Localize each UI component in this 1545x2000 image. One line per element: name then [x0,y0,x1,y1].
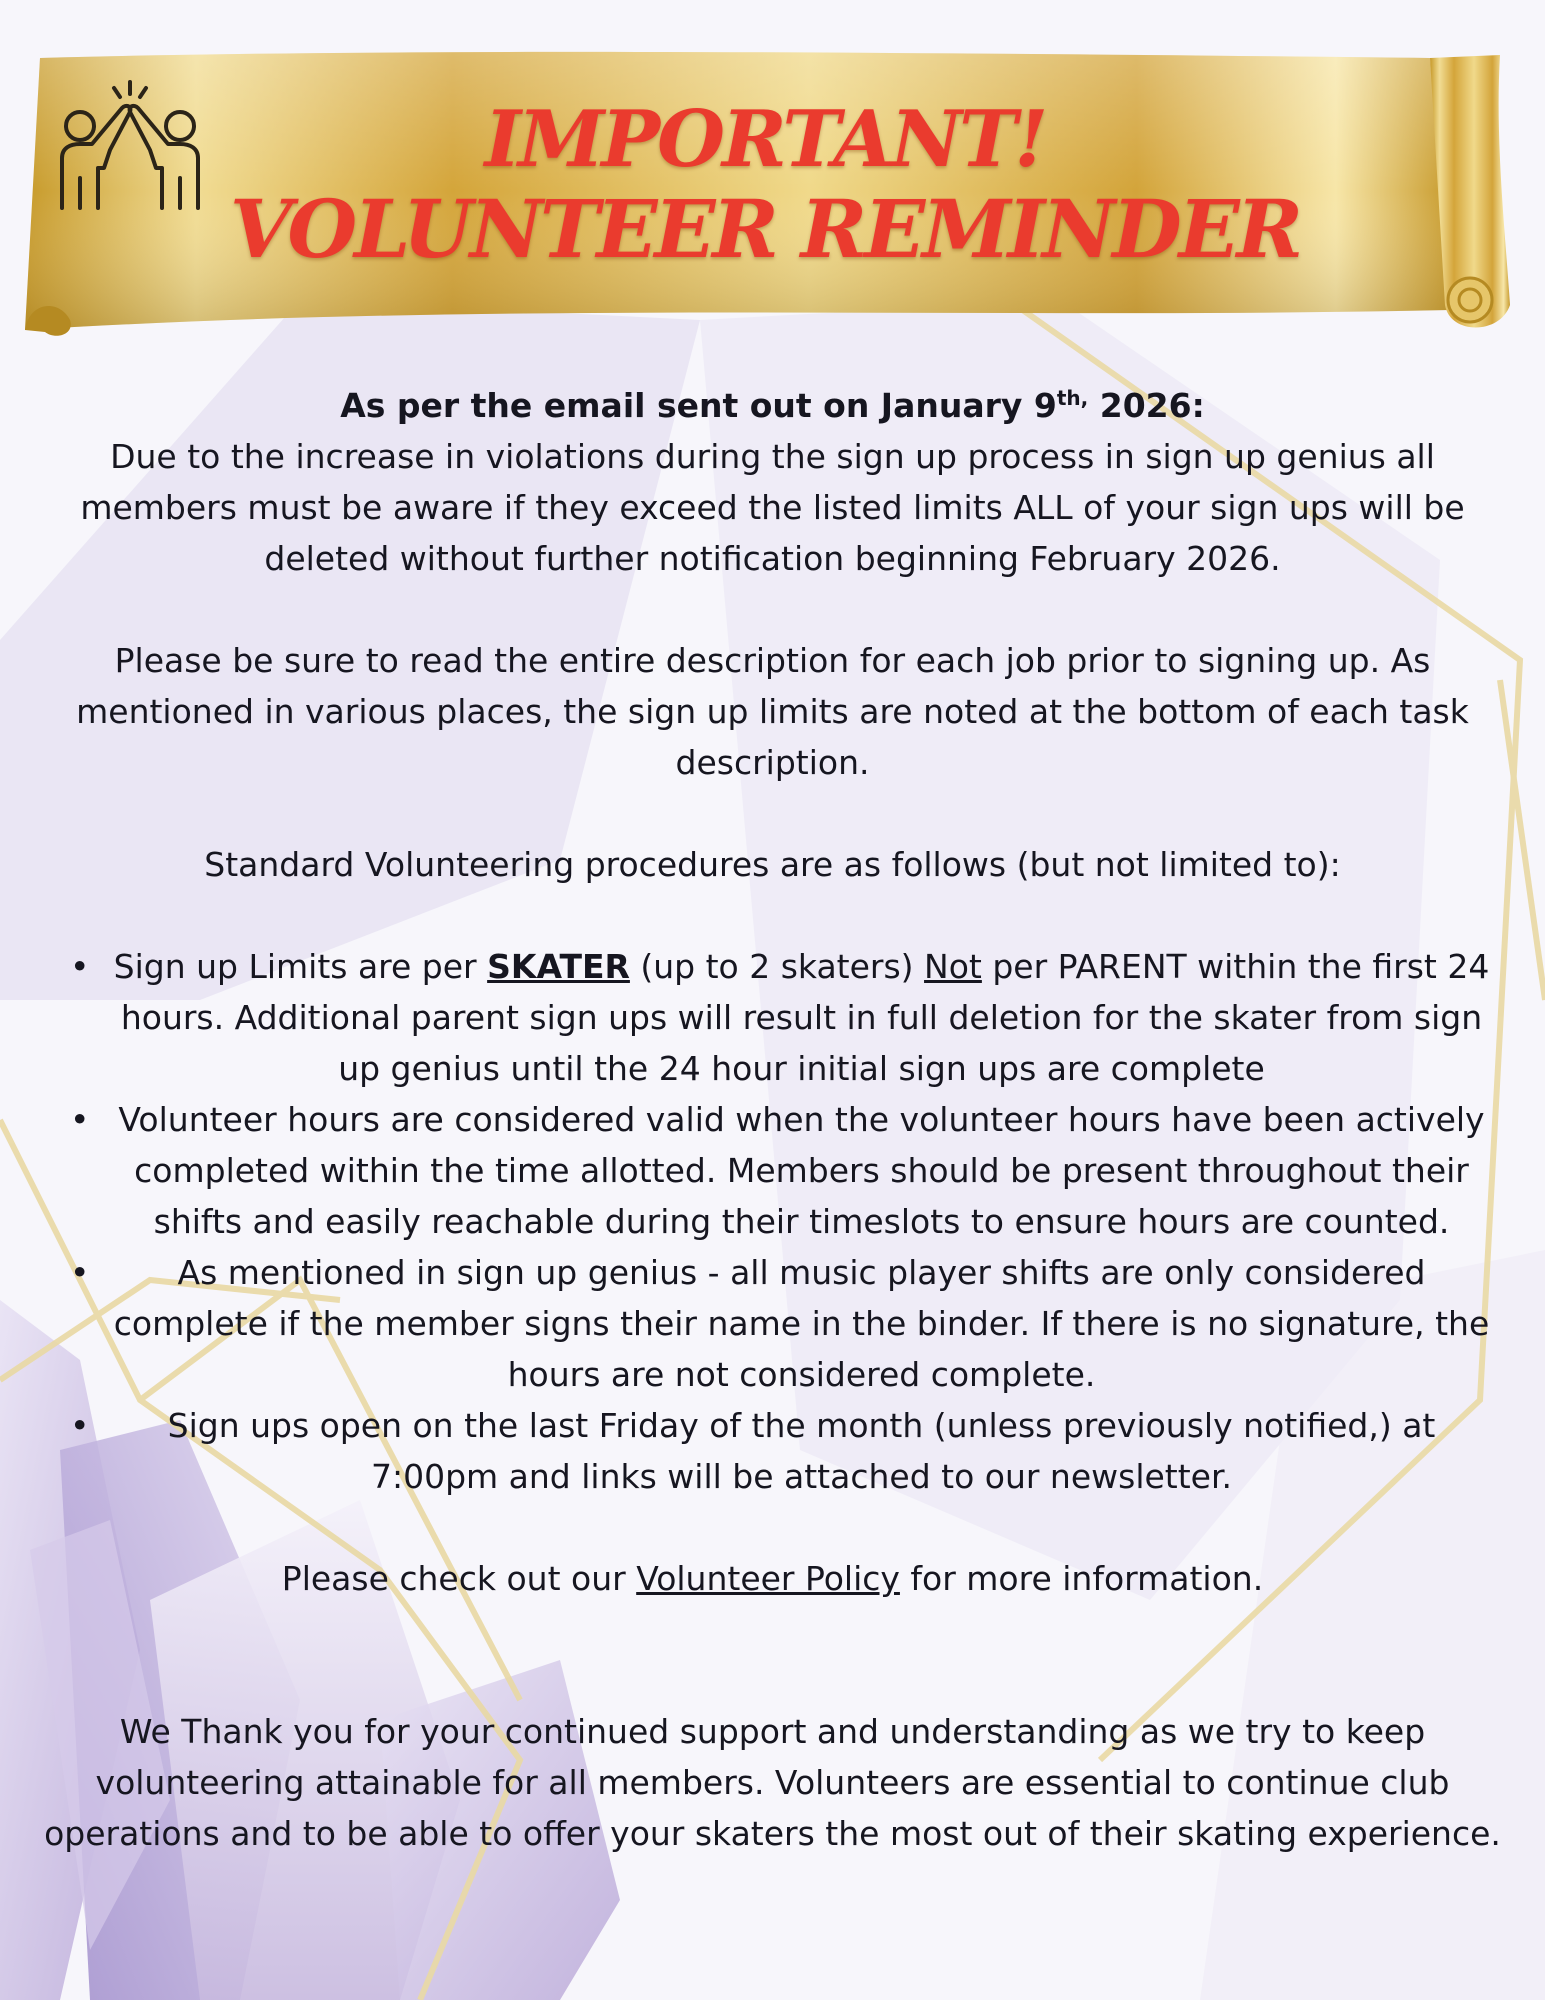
intro-heading [40,380,1505,431]
thanks-message: We Thank you for your continued support and understanding as we try to keep volunteering attainable for all members. Volunteers are essential to continue club operations and to be able to offer your skaters the most out of their skating experience. [44,1712,1501,1853]
reminder-content [40,380,1505,1859]
skater-emphasis: SKATER [487,947,630,986]
spacer [40,1604,1505,1706]
procedures-heading: Standard Volunteering procedures are as follows (but not limited to): [204,845,1341,884]
bullet-icon: • [70,1406,90,1445]
intro-heading-superscript: th, [1056,386,1089,410]
intro-body: Due to the increase in violations during the sign up process in sign up genius all members must be aware if they exceed the listed limits ALL of your sign ups will be deleted without further notification beginning February 2026. [80,437,1465,578]
rule-text: Volunteer hours are considered valid when the volunteer hours have been actively completed within the time allotted. Members should be present throughout their shifts and easily reachable during their timeslots to ensure hours are counted. [118,1100,1485,1241]
rule-text: Sign up Limits are per [113,947,488,986]
banner-title [200,96,1330,274]
volunteer-policy-link[interactable]: Volunteer Policy [636,1559,900,1598]
spacer [40,584,1505,635]
intro-heading-year: 2026: [1088,386,1205,425]
policy-text-end: for more information. [899,1559,1264,1598]
policy-text: Please check out our [281,1559,637,1598]
rule-text: Sign ups open on the last Friday of the month (unless previously notified,) at 7:00pm and links will be attached to our newsletter. [167,1406,1436,1496]
spacer [40,788,1505,839]
banner-title-line1: IMPORTANT! [484,94,1046,185]
banner-title-line2: VOLUNTEER REMINDER [229,182,1301,276]
list-item [40,1094,1505,1247]
description-note: Please be sure to read the entire description for each job prior to signing up. As mentioned in various places, the sign up limits are noted at the bottom of each task description. [76,641,1469,782]
spacer [40,890,1505,941]
rule-text: As mentioned in sign up genius - all music player shifts are only considered complete if the member signs their name in the binder. If there is no signature, the hours are not considered complete. [113,1253,1490,1394]
bullet-icon: • [70,1100,90,1139]
rule-text: (up to 2 skaters) [629,947,925,986]
high-five-icon [52,78,207,228]
policy-note [40,1553,1505,1604]
intro-heading-text: As per the email sent out on January 9 [340,386,1057,425]
bullet-icon: • [70,1253,90,1292]
list-item [40,941,1505,1094]
rule-text: per PARENT within the first 24 hours. Additional parent sign ups will result in full deletion for the skater from sign up genius until the 24 hour initial sign ups are complete [120,947,1490,1088]
bullet-icon: • [70,947,90,986]
list-item [40,1400,1505,1502]
list-item [40,1247,1505,1400]
spacer [40,1502,1505,1553]
not-emphasis: Not [924,947,982,986]
procedures-list [40,941,1505,1502]
